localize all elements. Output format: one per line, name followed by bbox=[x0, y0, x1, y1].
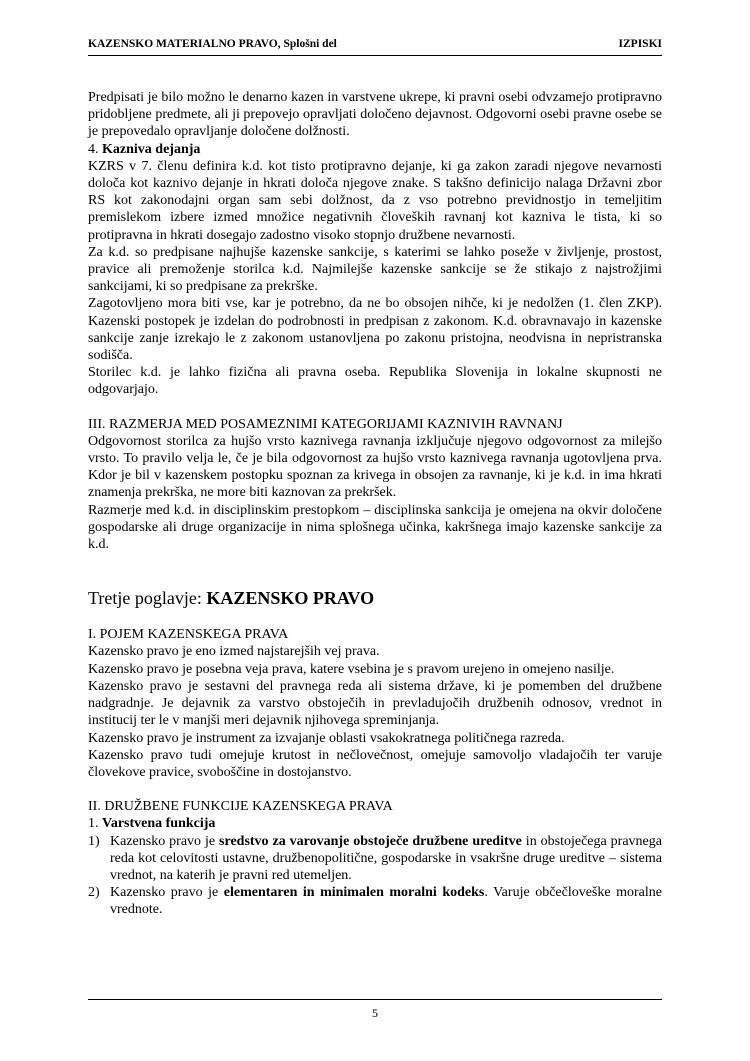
section-4-heading bbox=[88, 141, 662, 158]
funkcije-heading: II. DRUŽBENE FUNKCIJE KAZENSKEGA PRAVA bbox=[88, 799, 393, 815]
subsection-title: Varstvena funkcija bbox=[102, 816, 216, 832]
list-item bbox=[88, 833, 662, 885]
paragraph: Za k.d. so predpisane najhujše kazenske sankcije, s katerimi se lahko poseže v življenje, prostost, pravice ali premoženje storilca k.d. Najmilejše kazenske sankcije se že stikajo z najstrožjimi sankcijami, ki so predpisane za prekrške. bbox=[88, 244, 662, 295]
paragraph: Kazensko pravo je instrument za izvajanje oblasti vsakokratnega političnega razreda. bbox=[88, 730, 565, 746]
section-4-title: Kazniva dejanja bbox=[102, 141, 201, 157]
section-4-number: 4. bbox=[88, 141, 99, 157]
footer-divider bbox=[88, 999, 662, 1000]
list-item bbox=[88, 884, 662, 918]
paragraph: Kazensko pravo tudi omejuje krutost in nečlovečnost, omejuje samovoljo vladajočih ter varuje človekove pravice, svoboščine in dostojanstvo. bbox=[88, 747, 662, 780]
chapter-title: KAZENSKO PRAVO bbox=[206, 588, 375, 609]
list-item-text: Kazensko pravo je elementaren in minimalen moralni kodeks. Varuje občečloveške moralne vrednote. bbox=[110, 885, 662, 918]
subsection-number: 1. bbox=[88, 816, 99, 832]
paragraph: Storilec k.d. je lahko fizična ali pravna oseba. Republika Slovenija in lokalne skupnosti ne odgovarjajo. bbox=[88, 365, 662, 398]
paragraph: Kazensko pravo je eno izmed najstarejših vej prava. bbox=[88, 644, 380, 660]
pojem-heading: I. POJEM KAZENSKEGA PRAVA bbox=[88, 627, 289, 643]
paragraph: Odgovornost storilca za hujšo vrsto kaznivega ravnanja izključuje njegovo odgovornost za milejšo vrsto. To pravilo velja le, če je bila odgovornost za hujšo vrsto kaznivega ravnanja ugotovljena prva. Kdor je bil v kazenskem postopku spoznan za krivega in obsojen za ravnanje, ki je k.d. in ima hkrati znamenja prekrška, ne more biti kaznovan za prekršek. bbox=[88, 433, 662, 501]
header-section: IZPISKI bbox=[618, 38, 662, 50]
list-item-number: 2) bbox=[88, 885, 100, 901]
chapter-heading bbox=[88, 587, 662, 609]
list-item-number: 1) bbox=[88, 833, 100, 849]
paragraph: Kazensko pravo je sestavni del pravnega reda ali sistema države, ki je pomemben del družbene nadgradnje. Je dejavnik za varstvo obstoječih in prevladujočih družbenih odnosov, vrednot in institucij ter le v manjši meri dejavnik njihovega spreminjanja. bbox=[88, 678, 662, 729]
page-header bbox=[88, 38, 662, 56]
section-3-heading: III. RAZMERJA MED POSAMEZNIMI KATEGORIJAMI KAZNIVIH RAVNANJ bbox=[88, 416, 563, 432]
paragraph: Zagotovljeno mora biti vse, kar je potrebno, da ne bo obsojen nihče, ki je nedolžen (1. člen ZKP). Kazenski postopek je izdelan do podrobnosti in predpisan z zakonom. K.d. obravnavajo in kazenske sankcije zanje izrekajo le z zakonom ustanovljena po zakonu pristojna, neodvisna in nepristranska sodišča. bbox=[88, 296, 662, 364]
page-content bbox=[88, 89, 662, 919]
paragraph: KZRS v 7. členu definira k.d. kot tisto protipravno dejanje, ki ga zakon zaradi njegove nevarnosti določa kot kaznivo dejanje in hkrati določa njegove znake. S takšno definicijo nalaga Državni zbor RS kot zakonodajni organ sam sebi dolžnost, da z vso potrebno previdnostjo in temeljitim premislekom izbere izmed množice negativnih človeških ravnanj kot kazniva le tista, ki so protipravna in hkrati dosegajo zadostno visoko stopnjo družbene nevarnosti. bbox=[88, 158, 662, 243]
header-title: KAZENSKO MATERIALNO PRAVO, Splošni del bbox=[88, 38, 337, 50]
paragraph: Kazensko pravo je posebna veja prava, katere vsebina je s pravom urejeno in omejeno nasilje. bbox=[88, 661, 615, 677]
paragraph: Razmerje med k.d. in disciplinskim prestopkom – disciplinska sankcija je omejena na okvir določene gospodarske ali druge organizacije in nima splošnega učinka, kakršnega imajo kazenske sankcije za k.d. bbox=[88, 502, 662, 553]
page-number: 5 bbox=[372, 1006, 378, 1020]
subsection-heading bbox=[88, 815, 662, 832]
chapter-prefix: Tretje poglavje: bbox=[88, 588, 207, 609]
intro-paragraph: Predpisati je bilo možno le denarno kazen in varstvene ukrepe, ki pravni osebi odvzamejo protipravno pridobljene predmete, ali ji prepovejo opravljati določeno dejavnost. Odgovorni osebi pravne osebe se je prepovedalo opravljanje določene dolžnosti. bbox=[88, 90, 662, 140]
list-item-text: Kazensko pravo je sredstvo za varovanje obstoječe družbene ureditve in obstoječega pravnega reda kot celovitosti ustavne, družbenopolitične, gospodarske in vsakršne druge ureditve – sistema vrednot, na katerih je pravni red utemeljen. bbox=[110, 833, 662, 883]
functions-list bbox=[88, 833, 662, 919]
